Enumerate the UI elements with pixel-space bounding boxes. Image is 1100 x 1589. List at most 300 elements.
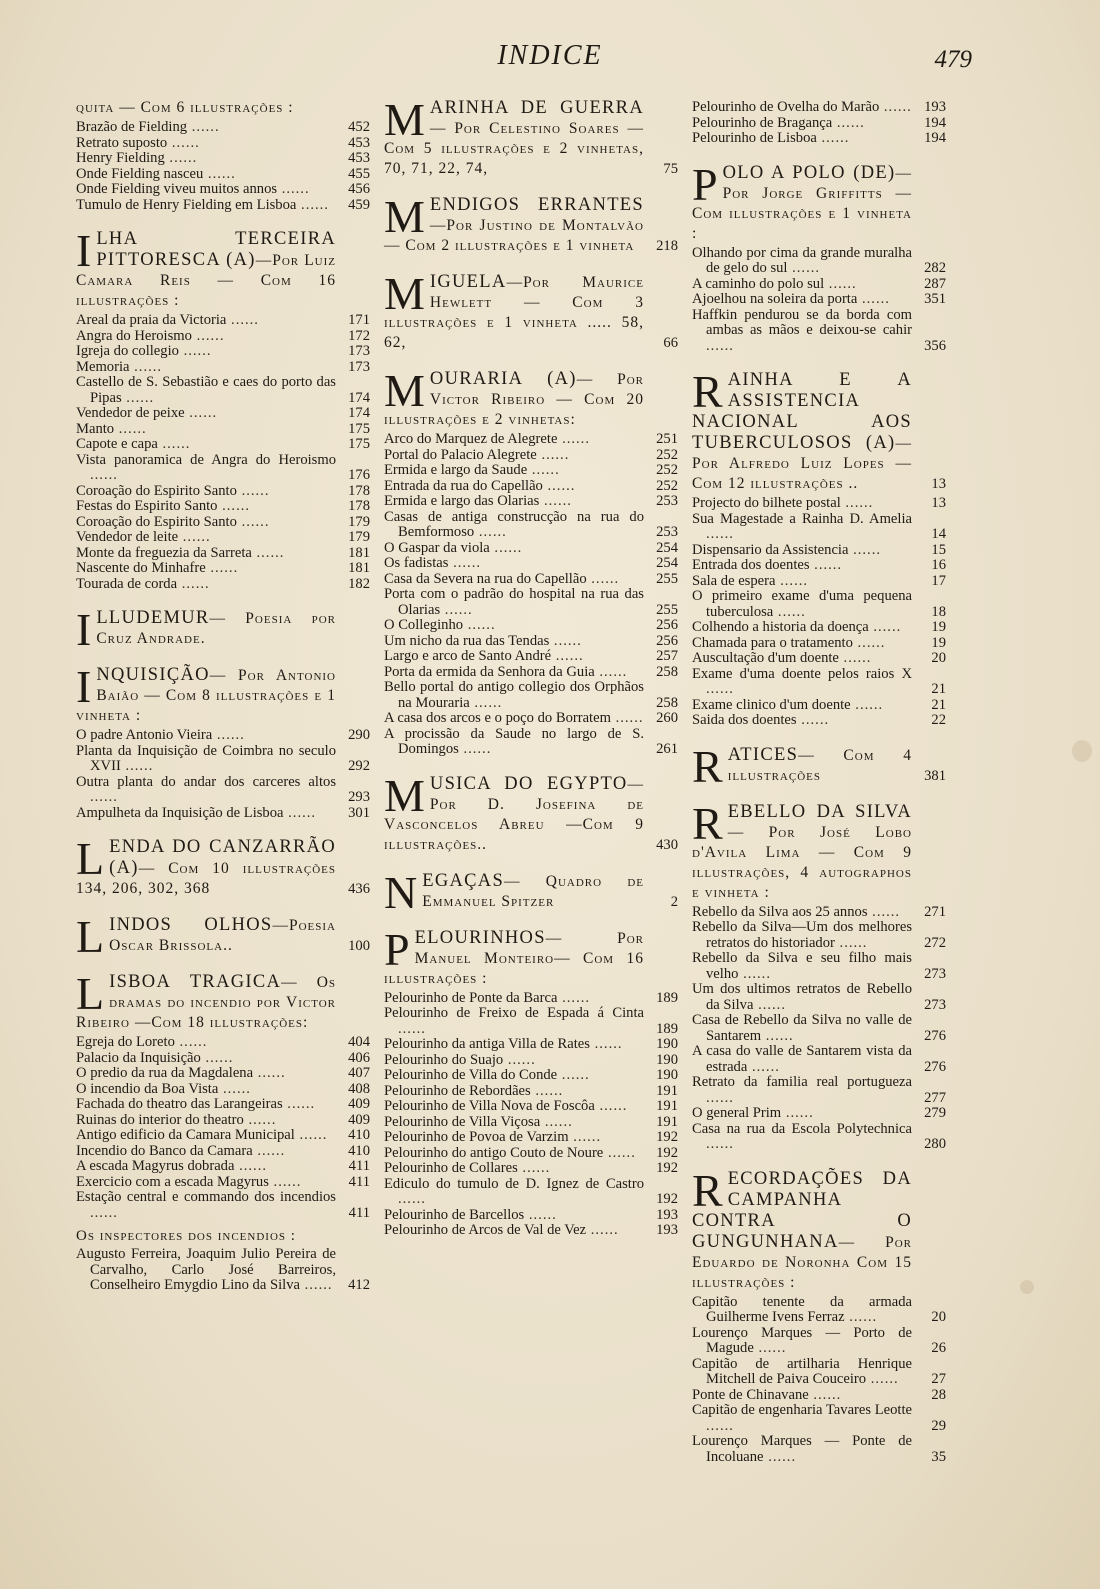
index-entry <box>692 797 946 1153</box>
leader-dots: ...... <box>448 555 481 571</box>
illustration-page: 260 <box>656 710 678 726</box>
illustration-item <box>76 561 370 577</box>
entry-heading <box>384 866 678 918</box>
illustration-caption: Pelourinho de Ponte da Barca <box>384 989 558 1006</box>
illustration-page: 253 <box>656 493 678 509</box>
illustration-item <box>384 556 678 572</box>
illustration-item <box>384 727 678 758</box>
illustration-page: 290 <box>348 727 370 743</box>
illustration-caption: Chamada para o tratamento <box>692 634 853 651</box>
entry-heading <box>76 98 370 118</box>
illustration-page: 282 <box>924 260 946 276</box>
illustration-caption: Vendedor de leite <box>76 529 179 545</box>
entry-title: ECORDAÇÕES DA CAMPANHA CONTRA O GUNGUNHANA <box>692 1168 912 1252</box>
illustration-item <box>692 277 946 293</box>
entry-heading <box>692 797 946 903</box>
entry-heading <box>384 923 678 989</box>
entry-page-number: 381 <box>924 767 946 784</box>
index-column-1 <box>76 98 370 1310</box>
leader-dots: ...... <box>212 727 245 743</box>
illustration-item <box>384 463 678 479</box>
illustration-caption: Um dos ultimos retratos de Rebello da Silva <box>692 981 912 1013</box>
illustration-caption: Monte da freguezia da Sarreta <box>76 544 252 561</box>
illustration-item <box>76 344 370 360</box>
illustration-caption: Haffkin pendurou se da borda com ambas as mãos e deixou-se cahir <box>692 306 912 338</box>
entry-byline: — Com 10 illustrações 134, 206, 302, 368 <box>76 860 336 897</box>
leader-dots: ...... <box>90 1204 118 1221</box>
illustration-page: 456 <box>348 181 370 197</box>
illustration-item <box>384 1084 678 1100</box>
illustration-page: 15 <box>931 541 946 558</box>
leader-dots: ...... <box>294 1127 328 1143</box>
entry-heading <box>76 661 370 726</box>
illustration-item <box>76 1097 370 1113</box>
illustration-item <box>692 512 946 543</box>
illustration-item <box>692 1326 946 1357</box>
illustration-page: 455 <box>348 165 370 182</box>
illustration-page: 452 <box>348 119 370 135</box>
illustration-page: 356 <box>924 337 946 354</box>
illustration-item <box>76 136 370 152</box>
illustration-caption: Pelourinho da antiga Villa de Rates <box>384 1036 590 1052</box>
leader-dots: ...... <box>167 134 200 151</box>
illustration-item <box>76 453 370 484</box>
illustration-page: 251 <box>656 431 678 447</box>
illustration-page: 192 <box>656 1160 678 1176</box>
leader-dots: ...... <box>852 634 886 651</box>
illustration-page: 252 <box>656 462 678 478</box>
illustration-caption: Rebello da Silva e seu filho mais velho <box>692 950 912 982</box>
illustration-page: 35 <box>931 1448 946 1465</box>
entry-byline: —Poesia Oscar Brissola.. <box>109 917 336 954</box>
entry-heading <box>692 740 946 792</box>
illustration-page: 194 <box>924 130 946 146</box>
illustration-page: 191 <box>656 1082 678 1099</box>
entry-byline: — Com 4 illustrações <box>727 746 912 784</box>
illustration-page: 194 <box>924 114 946 131</box>
illustration-caption: Um nicho da rua das Tendas <box>384 632 550 649</box>
illustration-item <box>76 120 370 136</box>
illustration-page: 256 <box>656 632 678 649</box>
illustration-item <box>692 574 946 590</box>
leader-dots: ...... <box>536 446 570 463</box>
index-entry <box>384 769 678 855</box>
illustration-caption: Areal da praia da Victoria <box>76 312 227 328</box>
illustration-caption: Memoria <box>76 358 130 375</box>
leader-dots: ...... <box>542 477 576 494</box>
illustration-item <box>692 713 946 729</box>
leader-dots: ...... <box>557 989 591 1006</box>
entry-title: ELOURINHOS <box>414 927 546 948</box>
illustration-page: 351 <box>924 291 946 307</box>
illustration-page: 193 <box>924 99 946 115</box>
illustration-caption: Estação central e commando dos incendios <box>76 1189 336 1205</box>
illustration-item <box>384 1177 678 1208</box>
illustration-item <box>76 546 370 562</box>
illustration-page: 277 <box>924 1089 946 1106</box>
illustration-page: 287 <box>924 275 946 292</box>
entry-page-number: 430 <box>656 836 678 853</box>
initial-capital: M <box>384 769 425 821</box>
leader-dots: ...... <box>463 617 496 633</box>
illustration-page: 179 <box>348 529 370 545</box>
illustration-item <box>692 667 946 698</box>
entry-title: OURARIA (A) <box>429 369 577 389</box>
illustration-caption: Entrada dos doentes <box>692 557 810 573</box>
illustration-caption: Pelourinho de Villa do Conde <box>384 1067 558 1083</box>
illustration-item <box>384 1130 678 1146</box>
leader-dots: ...... <box>503 1051 536 1068</box>
illustration-caption: Tumulo de Henry Fielding em Lisboa <box>76 196 297 213</box>
sub-list <box>76 1247 370 1294</box>
illustration-caption: Pelourinho de Collares <box>384 1160 518 1176</box>
illustration-page: 406 <box>348 1049 370 1066</box>
leader-dots: ...... <box>121 389 155 406</box>
illustration-caption: Auscultação d'um doente <box>692 650 839 666</box>
illustration-item <box>76 515 370 531</box>
entry-byline: — Por Victor Ribeiro — Com 20 illustrações e 2 vinhetas: <box>384 371 644 428</box>
illustration-page: 181 <box>348 544 370 561</box>
illustration-caption: Lourenço Marques — Ponte de Incoluane <box>692 1433 912 1465</box>
illustration-page: 407 <box>348 1065 370 1081</box>
index-entry <box>384 191 678 256</box>
illustration-page: 273 <box>924 965 946 982</box>
illustration-caption: Vista panoramica de Angra do Heroismo <box>76 451 336 468</box>
illustration-caption: Exame d'uma doente pelos raios X <box>692 665 912 682</box>
illustration-item <box>384 1223 678 1239</box>
illustration-caption: Angra do Heroismo <box>76 327 192 344</box>
illustration-caption: Porta com o padrão do hospital na rua das Olarias <box>384 586 644 618</box>
leader-dots: ...... <box>816 130 850 146</box>
leader-dots: ...... <box>252 1142 286 1159</box>
illustration-page: 20 <box>931 1309 946 1325</box>
illustration-item <box>384 680 678 711</box>
illustration-item <box>384 649 678 665</box>
leader-dots: ...... <box>867 903 901 920</box>
leader-dots: ...... <box>236 513 270 530</box>
entry-byline: — Poesia por Cruz Andrade. <box>96 610 336 647</box>
illustration-item <box>692 651 946 667</box>
illustration-page: 190 <box>656 1036 678 1052</box>
illustration-caption: Pelourinho de Barcellos <box>384 1206 525 1223</box>
illustration-item <box>384 665 678 681</box>
illustration-page: 293 <box>348 789 370 805</box>
leader-dots: ...... <box>282 1096 316 1112</box>
leader-dots: ...... <box>761 1027 794 1044</box>
initial-capital: P <box>692 158 718 210</box>
leader-dots: ...... <box>586 570 620 587</box>
entry-heading <box>76 911 370 962</box>
illustration-caption: Capitão de engenharia Tavares Leotte <box>692 1402 912 1418</box>
leader-dots: ...... <box>253 1065 286 1081</box>
leader-dots: ...... <box>787 260 821 276</box>
leader-dots: ...... <box>90 467 118 483</box>
illustration-item <box>384 1037 678 1053</box>
entry-title: EGAÇAS <box>422 870 505 891</box>
illustration-page: 175 <box>348 420 370 437</box>
illustration-caption: Coroação do Espirito Santo <box>76 482 237 499</box>
illustration-caption: Largo e arco de Santo André <box>384 648 552 664</box>
illustration-page: 410 <box>348 1142 370 1159</box>
illustration-item <box>76 182 370 198</box>
illustration-item <box>76 806 370 822</box>
illustration-caption: Bello portal do antigo collegio dos Orphãos na Mouraria <box>384 679 644 711</box>
leader-dots: ...... <box>551 648 584 664</box>
illustration-page: 22 <box>931 712 946 728</box>
illustration-caption: A casa do valle de Santarem vista da estrada <box>692 1043 912 1075</box>
leader-dots: ...... <box>217 498 251 514</box>
illustration-item <box>692 982 946 1013</box>
entry-title: LHA TERCEIRA PITTORESCA (A) <box>96 229 336 270</box>
illustration-item <box>76 329 370 345</box>
leader-dots: ...... <box>866 1371 899 1387</box>
leader-dots: ...... <box>236 482 270 499</box>
entry-heading <box>76 225 370 311</box>
leader-dots: ...... <box>808 1386 842 1403</box>
illustration-item <box>76 1082 370 1098</box>
illustration-page: 29 <box>931 1417 946 1434</box>
illustration-item <box>384 1161 678 1177</box>
illustration-item <box>692 920 946 951</box>
illustration-caption: Palacio da Inquisição <box>76 1049 201 1066</box>
illustration-caption: Retrato suposto <box>76 134 168 151</box>
illustration-item <box>76 1113 370 1129</box>
leader-dots: ...... <box>178 343 212 359</box>
illustration-caption: Porta da ermida da Senhora da Guia <box>384 663 595 680</box>
illustration-item <box>384 1208 678 1224</box>
illustration-item <box>692 543 946 559</box>
entry-title: ARINHA DE GUERRA <box>429 98 644 118</box>
leader-dots: ...... <box>747 1058 780 1075</box>
illustration-item <box>692 951 946 982</box>
illustration-caption: Pelourinho de Villa Nova de Foscôa <box>384 1098 595 1114</box>
illustration-item <box>384 634 678 650</box>
initial-capital: N <box>384 866 418 918</box>
illustration-item <box>384 1146 678 1162</box>
illustration-page: 192 <box>656 1129 678 1145</box>
illustration-item <box>76 151 370 167</box>
leader-dots: ...... <box>763 1448 797 1465</box>
leader-dots: ...... <box>775 572 809 589</box>
illustration-item <box>384 479 678 495</box>
leader-dots: ...... <box>706 681 734 697</box>
illustration-page: 189 <box>656 989 678 1006</box>
illustration-caption: Retrato da familia real portugueza <box>692 1074 912 1090</box>
entry-byline: —Por Maurice Hewlett — Com 3 illustrações e 1 vinheta ..... 58, 62, <box>384 274 644 351</box>
entry-heading <box>692 366 946 494</box>
illustration-page: 178 <box>348 482 370 499</box>
illustration-item <box>384 1099 678 1115</box>
leader-dots: ...... <box>706 1136 734 1152</box>
illustration-caption: Ajoelhou na soleira da porta <box>692 291 858 307</box>
illustration-page: 20 <box>931 650 946 666</box>
index-entry <box>76 604 370 655</box>
illustration-item <box>76 744 370 775</box>
entry-page-number: 75 <box>663 161 678 177</box>
illustration-caption: Dispensario da Assistencia <box>692 541 849 558</box>
illustration-page: 254 <box>656 555 678 571</box>
entry-page-number: 218 <box>656 238 678 254</box>
leader-dots: ...... <box>114 420 147 437</box>
illustration-caption: A caminho do polo sul <box>692 275 825 292</box>
illustration-item <box>76 728 370 744</box>
illustration-page: 453 <box>348 134 370 151</box>
leader-dots: ...... <box>834 934 868 951</box>
leader-dots: ...... <box>234 1158 267 1174</box>
illustration-item <box>692 636 946 652</box>
illustration-page: 192 <box>656 1144 678 1161</box>
illustration-page: 301 <box>348 804 370 821</box>
leader-dots: ...... <box>868 619 902 635</box>
entry-byline: — Por Antonio Baião — Com 8 illustrações e 1 vinheta : <box>76 667 336 724</box>
page-number: 479 <box>934 46 972 73</box>
leader-dots: ...... <box>489 539 523 556</box>
initial-capital: M <box>384 191 425 242</box>
illustration-page: 176 <box>348 467 370 483</box>
entry-title: ATICES <box>727 744 799 765</box>
illustration-item <box>692 1122 946 1153</box>
illustration-item <box>76 1247 370 1294</box>
illustration-item <box>76 484 370 500</box>
leader-dots: ...... <box>191 327 225 344</box>
illustration-item <box>76 1190 370 1221</box>
entry-page-number: 2 <box>670 893 678 910</box>
illustration-page: 19 <box>931 634 946 651</box>
leader-dots: ...... <box>879 99 912 115</box>
entry-title: USICA DO EGYPTO <box>429 773 628 794</box>
leader-dots: ...... <box>243 1111 277 1128</box>
entry-page-number: 100 <box>348 938 370 954</box>
sub-heading: Os inspectores dos incendios : <box>76 1228 296 1244</box>
leader-dots: ...... <box>178 529 211 545</box>
illustration-page: 408 <box>348 1080 370 1097</box>
initial-capital: M <box>384 365 425 416</box>
illustration-caption: Onde Fielding viveu muitos annos <box>76 181 278 197</box>
illustration-item <box>692 1434 946 1465</box>
illustration-page: 182 <box>348 575 370 592</box>
illustration-caption: Rebello da Silva—Um dos melhores retratos do historiador <box>692 919 912 951</box>
illustration-page: 19 <box>931 619 946 635</box>
illustration-caption: Olhando por cima da grande muralha de gelo do sul <box>692 244 912 276</box>
illustration-item <box>692 558 946 574</box>
illustration-list <box>76 313 370 592</box>
leader-dots: ...... <box>773 603 806 620</box>
illustration-page: 272 <box>924 934 946 951</box>
illustration-list <box>76 120 370 213</box>
illustration-page: 411 <box>348 1158 370 1174</box>
leader-dots: ...... <box>753 1340 787 1356</box>
index-column-2 <box>384 94 678 1255</box>
illustration-caption: O general Prim <box>692 1105 782 1121</box>
leader-dots: ...... <box>157 436 191 452</box>
leader-dots: ...... <box>850 696 884 713</box>
index-entry <box>384 94 678 179</box>
illustration-caption: A casa dos arcos e o poço do Borratem <box>384 710 611 726</box>
illustration-caption: Capitão de artilharia Henrique Mitchell de Paiva Couceiro <box>692 1355 912 1387</box>
leader-dots: ...... <box>706 337 734 354</box>
illustration-item <box>76 198 370 214</box>
illustration-item <box>76 1051 370 1067</box>
leader-dots: ...... <box>781 1105 814 1121</box>
illustration-item <box>384 572 678 588</box>
illustration-item <box>76 406 370 422</box>
leader-dots: ...... <box>474 524 507 540</box>
illustration-caption: Festas do Espirito Santo <box>76 498 218 514</box>
entry-byline: —Por Luiz Camara Reis — Com 16 illustrações : <box>76 252 336 309</box>
index-entry <box>76 661 370 821</box>
illustration-caption: A escada Magyrus dobrada <box>76 1158 235 1174</box>
illustration-page: 252 <box>656 446 678 463</box>
entry-heading <box>692 1164 946 1293</box>
paper-stain <box>1072 740 1092 762</box>
leader-dots: ...... <box>205 560 239 576</box>
leader-dots: ...... <box>283 804 317 821</box>
index-entry <box>384 365 678 758</box>
illustration-page: 189 <box>656 1020 678 1037</box>
entry-page-number: 66 <box>663 335 678 351</box>
illustration-caption: Pelourinho de Freixo de Espada á Cinta <box>384 1005 644 1021</box>
illustration-page: 171 <box>348 312 370 328</box>
entry-byline: — Por Jorge Griffitts — Com illustrações e 1 vinheta : <box>692 164 912 242</box>
entry-title: ENDA DO CANZARRÃO (A) <box>109 837 336 878</box>
illustration-page: 17 <box>931 572 946 589</box>
entry-title: ISBOA TRAGICA <box>109 972 282 992</box>
entry-title: IGUELA <box>429 272 507 292</box>
illustration-page: 256 <box>656 617 678 633</box>
leader-dots: ...... <box>840 495 874 511</box>
illustration-page: 21 <box>931 696 946 713</box>
illustration-page: 190 <box>656 1051 678 1068</box>
illustration-caption: Egreja do Loreto <box>76 1034 175 1050</box>
illustration-page: 14 <box>931 526 946 542</box>
leader-dots: ...... <box>586 1222 619 1238</box>
illustration-caption: Os fadistas <box>384 555 449 571</box>
index-entry <box>692 366 946 729</box>
illustration-caption: Onde Fielding nasceu <box>76 165 204 182</box>
illustration-caption: Igreja do collegio <box>76 343 179 359</box>
illustration-item <box>692 496 946 512</box>
illustration-caption: Ponte de Chinavane <box>692 1386 809 1403</box>
illustration-item <box>692 620 946 636</box>
entry-title: NQUISIÇÃO <box>96 665 210 685</box>
illustration-item <box>384 587 678 618</box>
illustration-list <box>384 432 678 758</box>
illustration-page: 21 <box>931 681 946 697</box>
illustration-caption: Arco do Marquez de Alegrete <box>384 431 558 447</box>
illustration-caption: Henry Fielding <box>76 150 165 166</box>
entry-heading <box>692 158 946 244</box>
entry-page-number: 436 <box>348 881 370 897</box>
initial-capital: M <box>384 94 425 145</box>
illustration-page: 190 <box>656 1067 678 1083</box>
illustration-item <box>384 541 678 557</box>
illustration-caption: Pelourinho de Ovelha do Marão <box>692 99 880 115</box>
leader-dots: ...... <box>226 312 259 328</box>
illustration-caption: O Colleginho <box>384 617 464 633</box>
illustration-item <box>384 1115 678 1131</box>
illustration-item <box>692 116 946 132</box>
illustration-item <box>76 1066 370 1082</box>
initial-capital: M <box>384 268 425 319</box>
illustration-caption: Pelourinho de Povoa de Varzim <box>384 1129 569 1145</box>
index-entry <box>76 968 370 1294</box>
leader-dots: ...... <box>603 1144 636 1161</box>
illustration-page: 191 <box>656 1098 678 1114</box>
illustration-caption: Exercicio com a escada Magyrus <box>76 1173 269 1190</box>
leader-dots: ...... <box>277 181 310 197</box>
illustration-page: 254 <box>656 539 678 556</box>
illustration-page: 258 <box>656 694 678 711</box>
